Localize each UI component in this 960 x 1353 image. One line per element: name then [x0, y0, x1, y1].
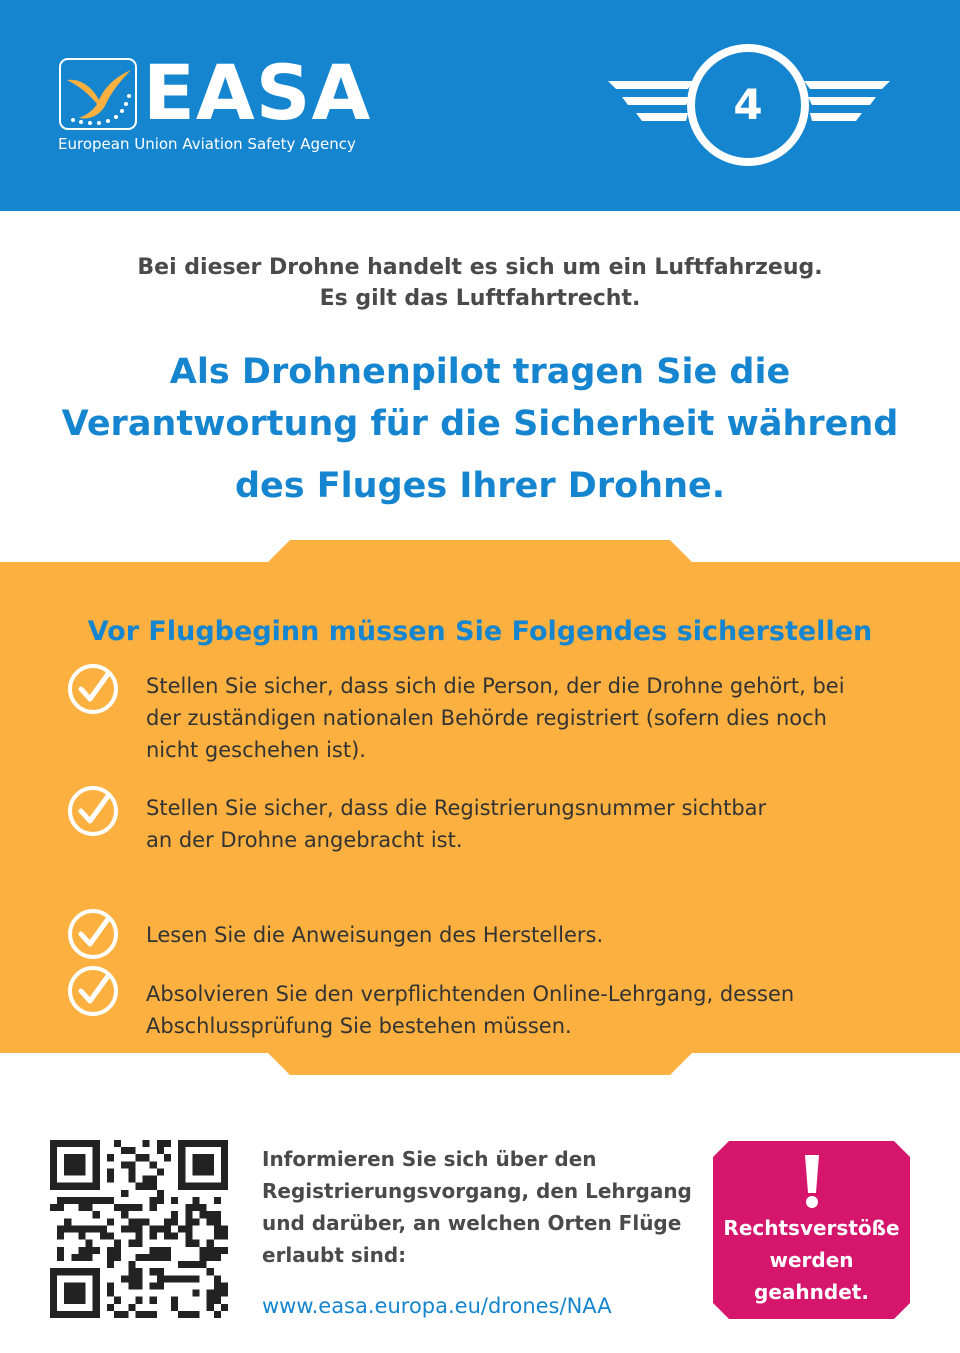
info-line: Informieren Sie sich über den: [262, 1147, 597, 1171]
checkmark-icon: [66, 784, 120, 838]
item-line: Stellen Sie sicher, dass sich die Person, der die Drohne gehört, bei: [146, 674, 845, 698]
brand-subtitle: European Union Aviation Safety Agency: [58, 135, 356, 153]
item-line: an der Drohne angebracht ist.: [146, 828, 463, 852]
header-banner: [0, 0, 960, 211]
warning-line: geahndet.: [754, 1280, 869, 1304]
warning-line: werden: [769, 1248, 854, 1272]
info-link[interactable]: www.easa.europa.eu/drones/NAA: [262, 1294, 612, 1318]
warning-text: [713, 1212, 910, 1308]
item-line: Stellen Sie sicher, dass die Registrierungsnummer sichtbar: [146, 796, 767, 820]
checklist-item-text: [146, 792, 906, 856]
checklist-item-text: [146, 919, 906, 951]
info-line: erlaubt sind:: [262, 1243, 407, 1267]
checkmark-icon: [66, 907, 120, 961]
checkmark-icon: [66, 662, 120, 716]
headline-line: Verantwortung für die Sicherheit während: [61, 404, 899, 444]
warning-line: Rechtsverstöße: [723, 1216, 900, 1240]
intro-line: Es gilt das Luftfahrtrecht.: [319, 286, 641, 311]
exclamation-icon: [805, 1155, 819, 1208]
qr-code-icon[interactable]: [50, 1140, 228, 1318]
checklist-title: Vor Flugbeginn müssen Sie Folgendes sicherstellen: [87, 616, 873, 647]
brand-name: EASA: [143, 48, 372, 137]
badge-number: 4: [733, 80, 763, 129]
headline: [20, 346, 940, 512]
headline-line: Als Drohnenpilot tragen Sie die: [169, 352, 791, 392]
item-line: nicht geschehen ist).: [146, 738, 366, 762]
intro-line: Bei dieser Drohne handelt es sich um ein Luftfahrzeug.: [137, 255, 823, 280]
info-text: [262, 1143, 702, 1271]
intro-text: [60, 252, 900, 314]
item-line: Lesen Sie die Anweisungen des Herstellers.: [146, 923, 604, 947]
item-line: Absolvieren Sie den verpflichtenden Online-Lehrgang, dessen: [146, 982, 795, 1006]
checkmark-icon: [66, 964, 120, 1018]
info-line: und darüber, an welchen Orten Flüge: [262, 1211, 682, 1235]
item-line: der zuständigen nationalen Behörde registriert (sofern dies noch: [146, 706, 827, 730]
item-line: Abschlussprüfung Sie bestehen müssen.: [146, 1014, 572, 1038]
checklist-item-text: [146, 670, 906, 766]
headline-line: des Fluges Ihrer Drohne.: [234, 466, 726, 506]
bird-stars-logo-icon: [59, 58, 137, 130]
checklist-item-text: [146, 978, 906, 1042]
info-line: Registrierungsvorgang, den Lehrgang: [262, 1179, 692, 1203]
